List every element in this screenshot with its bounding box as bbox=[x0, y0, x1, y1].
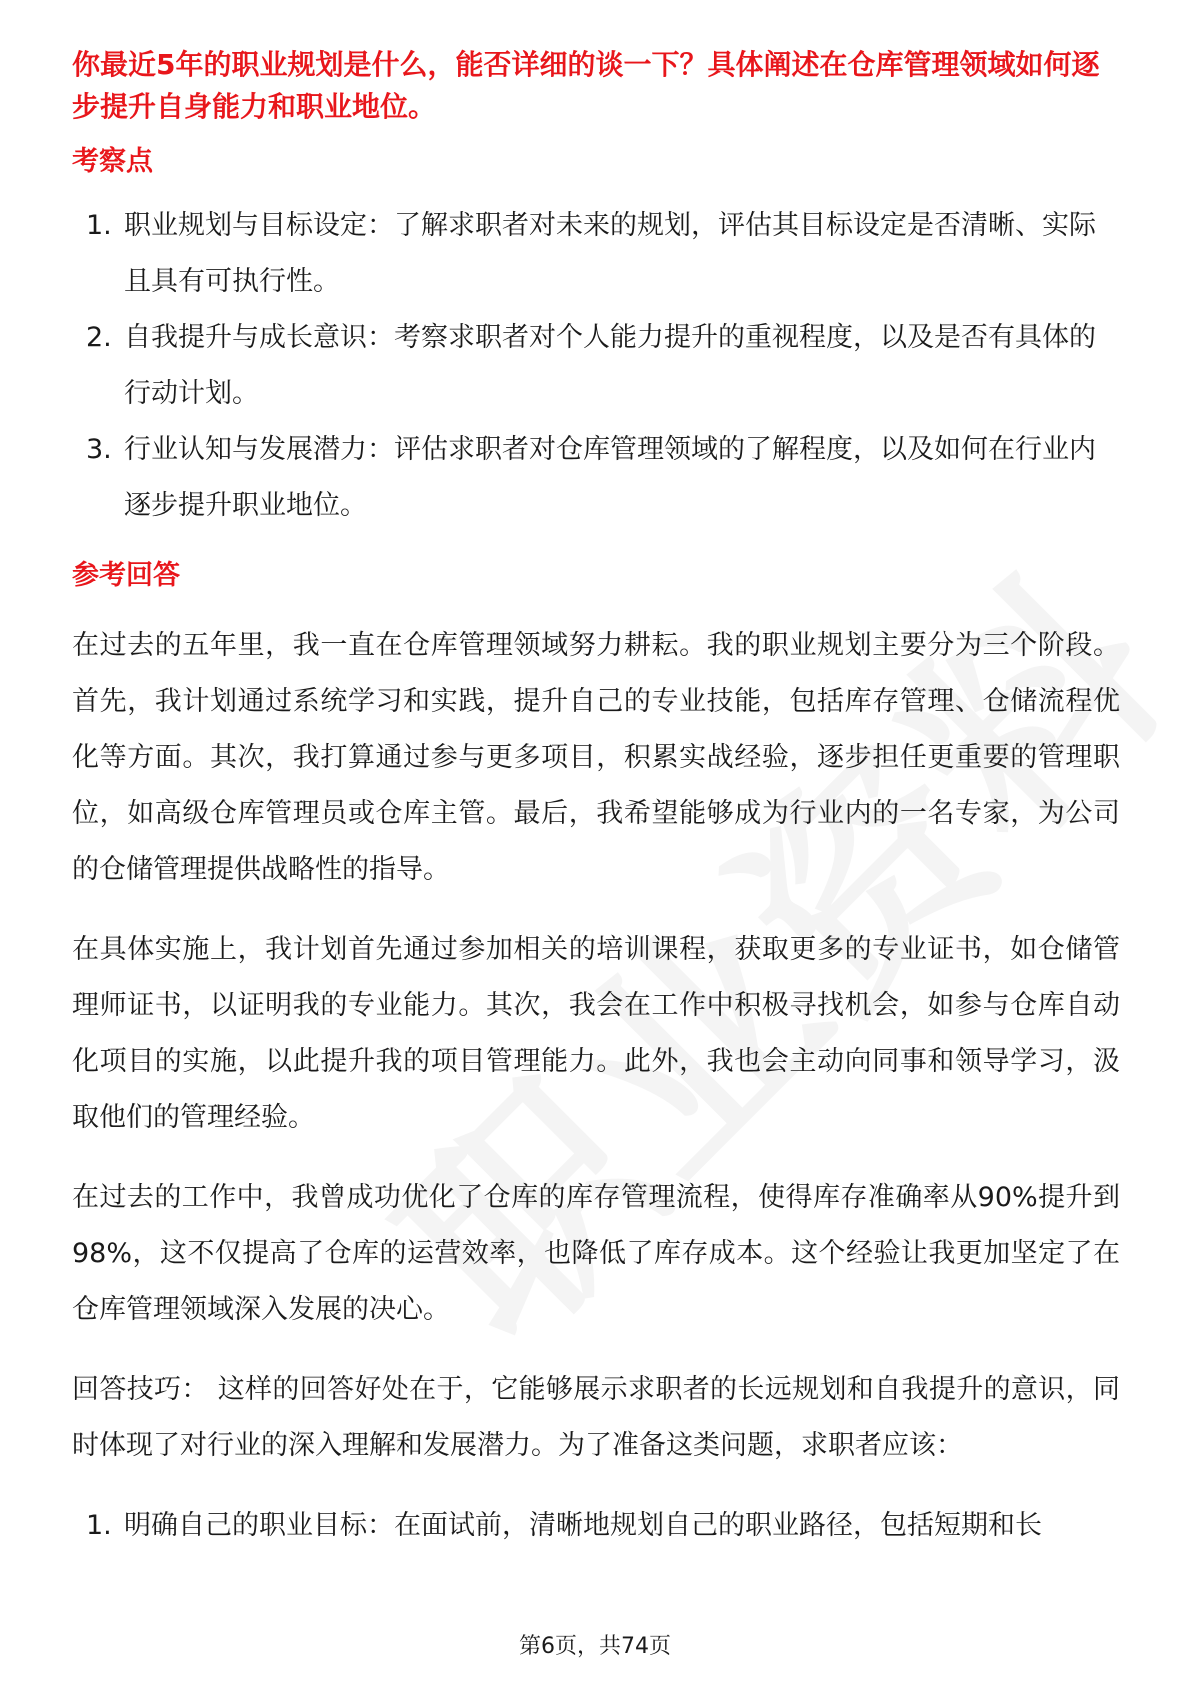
list-item-number: 1. bbox=[86, 210, 112, 241]
answer-paragraph: 在过去的五年里，我一直在仓库管理领域努力耕耘。我的职业规划主要分为三个阶段。首先，我计划通过系统学习和实践，提升自己的专业技能，包括库存管理、仓储流程优化等方面。其次，我打算通过参与更多项目，积累实战经验，逐步担任更重要的管理职位，如高级仓库管理员或仓库主管。最后，我希望能够成为行业内的一名专家，为公司的仓储管理提供战略性的指导。 bbox=[72, 630, 1120, 885]
list-item bbox=[72, 310, 1120, 422]
list-item-text: 行业认知与发展潜力：评估求职者对仓库管理领域的了解程度，以及如何在行业内逐步提升职业地位。 bbox=[124, 434, 1096, 521]
points-list bbox=[72, 198, 1120, 534]
question-title: 你最近5年的职业规划是什么，能否详细的谈一下？具体阐述在仓库管理领域如何逐步提升自身能力和职业地位。 bbox=[72, 48, 1100, 123]
answer-paragraph: 在过去的工作中，我曾成功优化了仓库的库存管理流程，使得库存准确率从90%提升到98%，这不仅提高了仓库的运营效率，也降低了库存成本。这个经验让我更加坚定了在仓库管理领域深入发展的决心。 bbox=[72, 1182, 1120, 1325]
answer-tips-paragraph: 回答技巧： 这样的回答好处在于，它能够展示求职者的长远规划和自我提升的意识，同时体现了对行业的深入理解和发展潜力。为了准备这类问题，求职者应该： bbox=[72, 1374, 1120, 1461]
answer-paragraph: 在具体实施上，我计划首先通过参加相关的培训课程，获取更多的专业证书，如仓储管理师证书，以证明我的专业能力。其次，我会在工作中积极寻找机会，如参与仓库自动化项目的实施，以此提升我的项目管理能力。此外，我也会主动向同事和领导学习，汲取他们的管理经验。 bbox=[72, 934, 1120, 1133]
list-item-text: 自我提升与成长意识：考察求职者对个人能力提升的重视程度，以及是否有具体的行动计划。 bbox=[124, 322, 1096, 409]
list-item bbox=[72, 198, 1120, 310]
section-title-answer: 参考回答 bbox=[72, 560, 180, 591]
section-title-points: 考察点 bbox=[72, 146, 153, 177]
list-item-text: 明确自己的职业目标：在面试前，清晰地规划自己的职业路径，包括短期和长 bbox=[124, 1510, 1042, 1541]
list-item-number: 3. bbox=[86, 434, 112, 465]
list-item bbox=[72, 1498, 1120, 1554]
tips-list bbox=[72, 1498, 1120, 1554]
list-item bbox=[72, 422, 1120, 534]
document-page bbox=[72, 44, 1120, 1554]
list-item-number: 1. bbox=[86, 1510, 112, 1541]
page-footer: 第6页，共74页 bbox=[519, 1634, 671, 1659]
list-item-text: 职业规划与目标设定：了解求职者对未来的规划，评估其目标设定是否清晰、实际且具有可执行性。 bbox=[124, 210, 1096, 297]
list-item-number: 2. bbox=[86, 322, 112, 353]
